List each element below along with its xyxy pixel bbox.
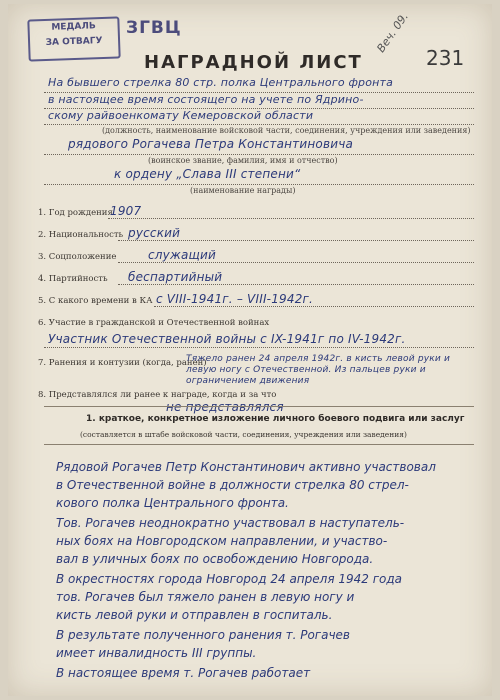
- header-line-3: скому райвоенкомату Кемеровской области: [48, 109, 314, 122]
- field-label-war-participation: 6. Участие в гражданской и Отечественной войнах: [38, 318, 270, 328]
- field-value-war-participation: Участник Отечественной войны с IX-1941г по IV-1942г.: [48, 332, 406, 346]
- header-line-2: в настоящее время состоящего на учете по Ядрино-: [48, 93, 364, 106]
- field-value-social-status: служащий: [148, 248, 217, 262]
- field-value-wounds: Тяжело ранен 24 апреля 1942г. в кисть левой руки и левую ногу с Отечественной. Из пальцев руки и ограничением движения: [186, 354, 451, 386]
- stamp-line-1: МЕДАЛЬ: [51, 21, 96, 33]
- rule: [108, 218, 474, 219]
- section-divider: [44, 406, 474, 407]
- corner-note: Веч. 09.: [374, 10, 411, 55]
- rule: [118, 284, 474, 285]
- field-value-service-since: с VIII-1941г. – VIII-1942г.: [156, 292, 314, 306]
- narrative-line: кового полка Центрального фронта.: [56, 496, 289, 510]
- archive-mark: ЗГВЦ: [126, 18, 182, 38]
- narrative-line: кисть левой руки и отправлен в госпиталь.: [56, 608, 333, 622]
- field-label-prior-award: 8. Представлялся ли ранее к награде, когда и за что: [38, 390, 277, 400]
- caption-position: (должность, наименование войсковой части, соединения, учреждения или заведения): [102, 126, 471, 135]
- rule: [154, 306, 474, 307]
- field-label-birth-year: 1. Год рождения: [38, 208, 113, 218]
- page-title: НАГРАДНОЙ ЛИСТ: [144, 52, 363, 73]
- recipient-name: рядового Рогачева Петра Константиновича: [68, 137, 354, 151]
- narrative-line: Тов. Рогачев неоднократно участвовал в наступатель-: [56, 516, 405, 530]
- field-value-party: беспартийный: [128, 270, 223, 284]
- rule: [118, 262, 474, 263]
- header-line-1: На бывшего стрелка 80 стр. полка Центрального фронта: [48, 76, 394, 89]
- narrative-line: в Отечественной войне в должности стрелка 80 стрел-: [56, 478, 409, 492]
- narrative-line: ных боях на Новгородском направлении, и участво-: [56, 534, 388, 548]
- field-label-party: 4. Партийность: [38, 274, 108, 284]
- field-value-nationality: русский: [128, 226, 181, 240]
- narrative-line: В настоящее время т. Рогачев работает: [56, 666, 311, 680]
- medal-stamp: [27, 16, 120, 61]
- rule: [44, 347, 474, 348]
- sheet-number: 231: [426, 46, 465, 70]
- rule: [44, 184, 474, 185]
- section-divider: [44, 444, 474, 445]
- narrative-line: вал в уличных боях по освобождению Новгорода.: [56, 552, 374, 566]
- field-label-nationality: 2. Национальность: [38, 230, 124, 240]
- narrative-line: тов. Рогачев был тяжело ранен в левую ногу и: [56, 590, 355, 604]
- narrative-line: Рядовой Рогачев Петр Константинович активно участвовал: [56, 460, 436, 474]
- rule: [44, 124, 474, 125]
- field-label-social-status: 3. Соцположение: [38, 252, 117, 262]
- narrative-line: имеет инвалидность III группы.: [56, 646, 257, 660]
- rule: [44, 154, 474, 155]
- field-label-service-since: 5. С какого времени в КА: [38, 296, 153, 306]
- field-label-wounds: 7. Ранения и контузии (когда, ранен): [38, 358, 207, 368]
- rule: [118, 240, 474, 241]
- award-sheet: [8, 4, 492, 696]
- field-value-prior-award: не представлялся: [166, 400, 284, 414]
- caption-name: (воинское звание, фамилия, имя и отчество): [148, 156, 338, 165]
- field-value-birth-year: 1907: [110, 204, 142, 218]
- award-name: к ордену „Слава III степени“: [114, 167, 301, 181]
- section-subtitle: (составляется в штабе войсковой части, соединения, учреждения или заведения): [80, 430, 407, 439]
- narrative-line: В окрестностях города Новгород 24 апреля 1942 года: [56, 572, 402, 586]
- caption-award: (наименование награды): [190, 186, 296, 195]
- section-title: 1. краткое, конкретное изложение личного боевого подвига или заслуг: [86, 414, 465, 424]
- narrative-line: В результате полученного ранения т. Рогачев: [56, 628, 351, 642]
- stamp-line-2: ЗА ОТВАГУ: [45, 36, 103, 48]
